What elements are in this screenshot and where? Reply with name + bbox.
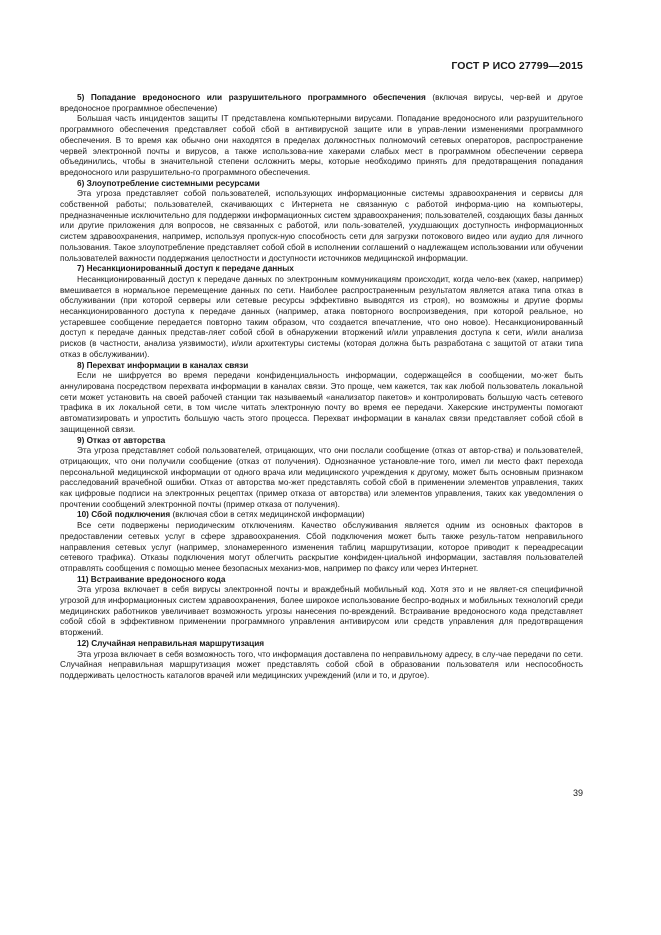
heading-text: 5) Попадание вредоносного или разрушительного программного обеспечения: [77, 93, 426, 102]
paragraph: Если не шифруется во время передачи конфиденциальность информации, содержащейся в сообщении, мо-жет быть аннулирована посредством перехвата информации в каналах связи. Это проще, чем кажется, так как любой пользователь локальной сети может установить на своей рабочей станции так называемый «анализатор пакетов» и контролировать большую часть сетевого трафика в их локальной сети, в том числе читать электронную почту во время ее передачи. Хакерские инструменты помогают автоматизировать и упростить большую часть этого процесса. Перехват информации в каналах связи представляет собой сбой в защищенной связи.: [60, 371, 583, 434]
paragraph: Большая часть инцидентов защиты IT представлена компьютерными вирусами. Попадание вредоносного или разрушительного программного обеспечения представляет собой сбой в антивирусной защите или в управ-лении изменениями программного обеспечения. В то время как обычно они находятся в пределах должностных полномочий сетевых операторов, распространение червей электронной почты и вирусов, а также использова-ние хакерами слабых мест в программном обеспечении сервера объединились, чтобы в значительной степени осложнить меры, которые необходимо принять для предотвращения попадания вредоносного или разрушительно-го программного обеспечения.: [60, 114, 583, 177]
paragraph: Все сети подвержены периодическим отключениям. Качество обслуживания является одним из основных факторов в предоставлении сетевых услуг в сфере здравоохранения. Сбой подключения может быть также резуль-татом неправильного направления сетевых услуг (например, злонамеренного изменения таблиц маршрутизации, которое приводит к переадресации сетевого трафика). Отказы подключения могут облегчить раскрытие конфиден-циальной информации, заставляя пользователей отправлять сообщения с помощью менее безопасных механиз-мов, например по факсу или через Интернет.: [60, 521, 583, 573]
heading-text: 8) Перехват информации в каналах связи: [77, 360, 249, 370]
heading-note: (включая вирусы, чер-вей и другое вредоносное программное обеспечение): [60, 93, 584, 113]
heading-text: 12) Случайная неправильная маршрутизация: [77, 638, 265, 648]
section-heading: [60, 93, 583, 114]
heading-text: 11) Встраивание вредоносного кода: [77, 574, 226, 584]
document-body: [60, 93, 583, 682]
section-heading: [60, 436, 583, 447]
heading-text: 7) Несанкционированный доступ к передаче данных: [77, 264, 294, 274]
paragraph: Несанкционированный доступ к передаче данных по электронным коммуникациям происходит, когда чело-век (хакер, например) вмешивается в нормальное перемещение данных по сети. Наиболее распространенным результатом является атака типа отказ в обслуживании (при которой серверы или сетевые ресурсы эффективно выводятся из строя), но возможны и другие формы несанкционированного доступа к передаче данных (например, атака повторного воспроизведения, при которой реальное, но устаревшее сообщение передается повторно таким образом, что создается впечатление, что оно новое). Несанкционированный доступ к передаче данных представ-ляет собой сбой в обнаружении вторжений и/или управления доступа к сети, и/или анализа рисков (в частности, анализа уязвимости), и/или архитектуры системы (которая должна быть разработана с защитой от атаки типа отказ в обслуживании).: [60, 274, 583, 359]
paragraph: Эта угроза представляет собой пользователей, отрицающих, что они послали сообщение (отказ от автор-ства) и пользователей, отрицающих, что они получили сообщение (отказ от получения). Однозначное установле-ние того, имел ли место факт перехода персональной медицинской информации от одного врача или медицинского учреждения к другому, может быть основным признаком расследований врачебной ошибки. Отказ от авторства мо-жет представлять собой сбой в применении элементов управления, таких как цифровые подписи на электронных рецептах (пример отказа от авторства) или элементов управления, таких как уведомления о прочтении сообщений электронной почты (пример отказа от получения).: [60, 446, 583, 509]
section-heading: [60, 361, 583, 372]
heading-note: (включая сбои в сетях медицинской информации): [170, 510, 365, 520]
section-heading: [60, 179, 583, 190]
heading-text: 10) Сбой подключения: [77, 510, 171, 520]
paragraph: Эта угроза представляет собой пользователей, использующих информационные системы здравоохранения и сервисы для собственной работы; пользователей, скачивающих с Интернета не связанную с работой информа-цию на компьютеры, предназначенные исключительно для поддержки информационных систем здравоохранения; пользователей, создающих базы данных или другие приложения для вопросов, не связанных с работой, или поль-зователей, ухудшающих доступность информационных систем здравоохранения, например, используя пропуск-ную способность сети для загрузки потокового видео или аудио для личного пользования. Такое злоупотребление представляет собой сбой в исполнении соглашений о надлежащем использовании или обучении пользователей важности поддержания целостности и доступности источников медицинской информации.: [60, 189, 583, 263]
section-heading: [60, 639, 583, 650]
page-number: 39: [572, 788, 583, 798]
paragraph: Эта угроза включает в себя возможность того, что информация доставлена по неправильному адресу, в слу-чае передачи по сети. Случайная неправильная маршрутизация может представлять собой сбой в образовании пользователя или неспособность поддерживать целостность каталогов врачей или медицинских учреждений (или и то, и другое).: [60, 649, 583, 680]
paragraph: Эта угроза включает в себя вирусы электронной почты и враждебный мобильный код. Хотя это и не являет-ся специфичной угрозой для информационных систем здравоохранения, более широкое использование беспро-водных и мобильных технологий среди медицинских работников увеличивает возможность угрозы нанесения по-вреждений. Встраивание вредоносного кода представляет собой сбой в эффективном применении программного управления антивирусом или средств управления для предотвращения вторжений.: [60, 585, 583, 638]
heading-text: 9) Отказ от авторства: [77, 435, 166, 445]
section-heading: [60, 264, 583, 275]
heading-text: 6) Злоупотребление системными ресурсами: [77, 178, 260, 188]
page-header: ГОСТ Р ИСО 27799—2015: [451, 60, 583, 72]
section-heading: [60, 510, 583, 521]
section-heading: [60, 575, 583, 586]
